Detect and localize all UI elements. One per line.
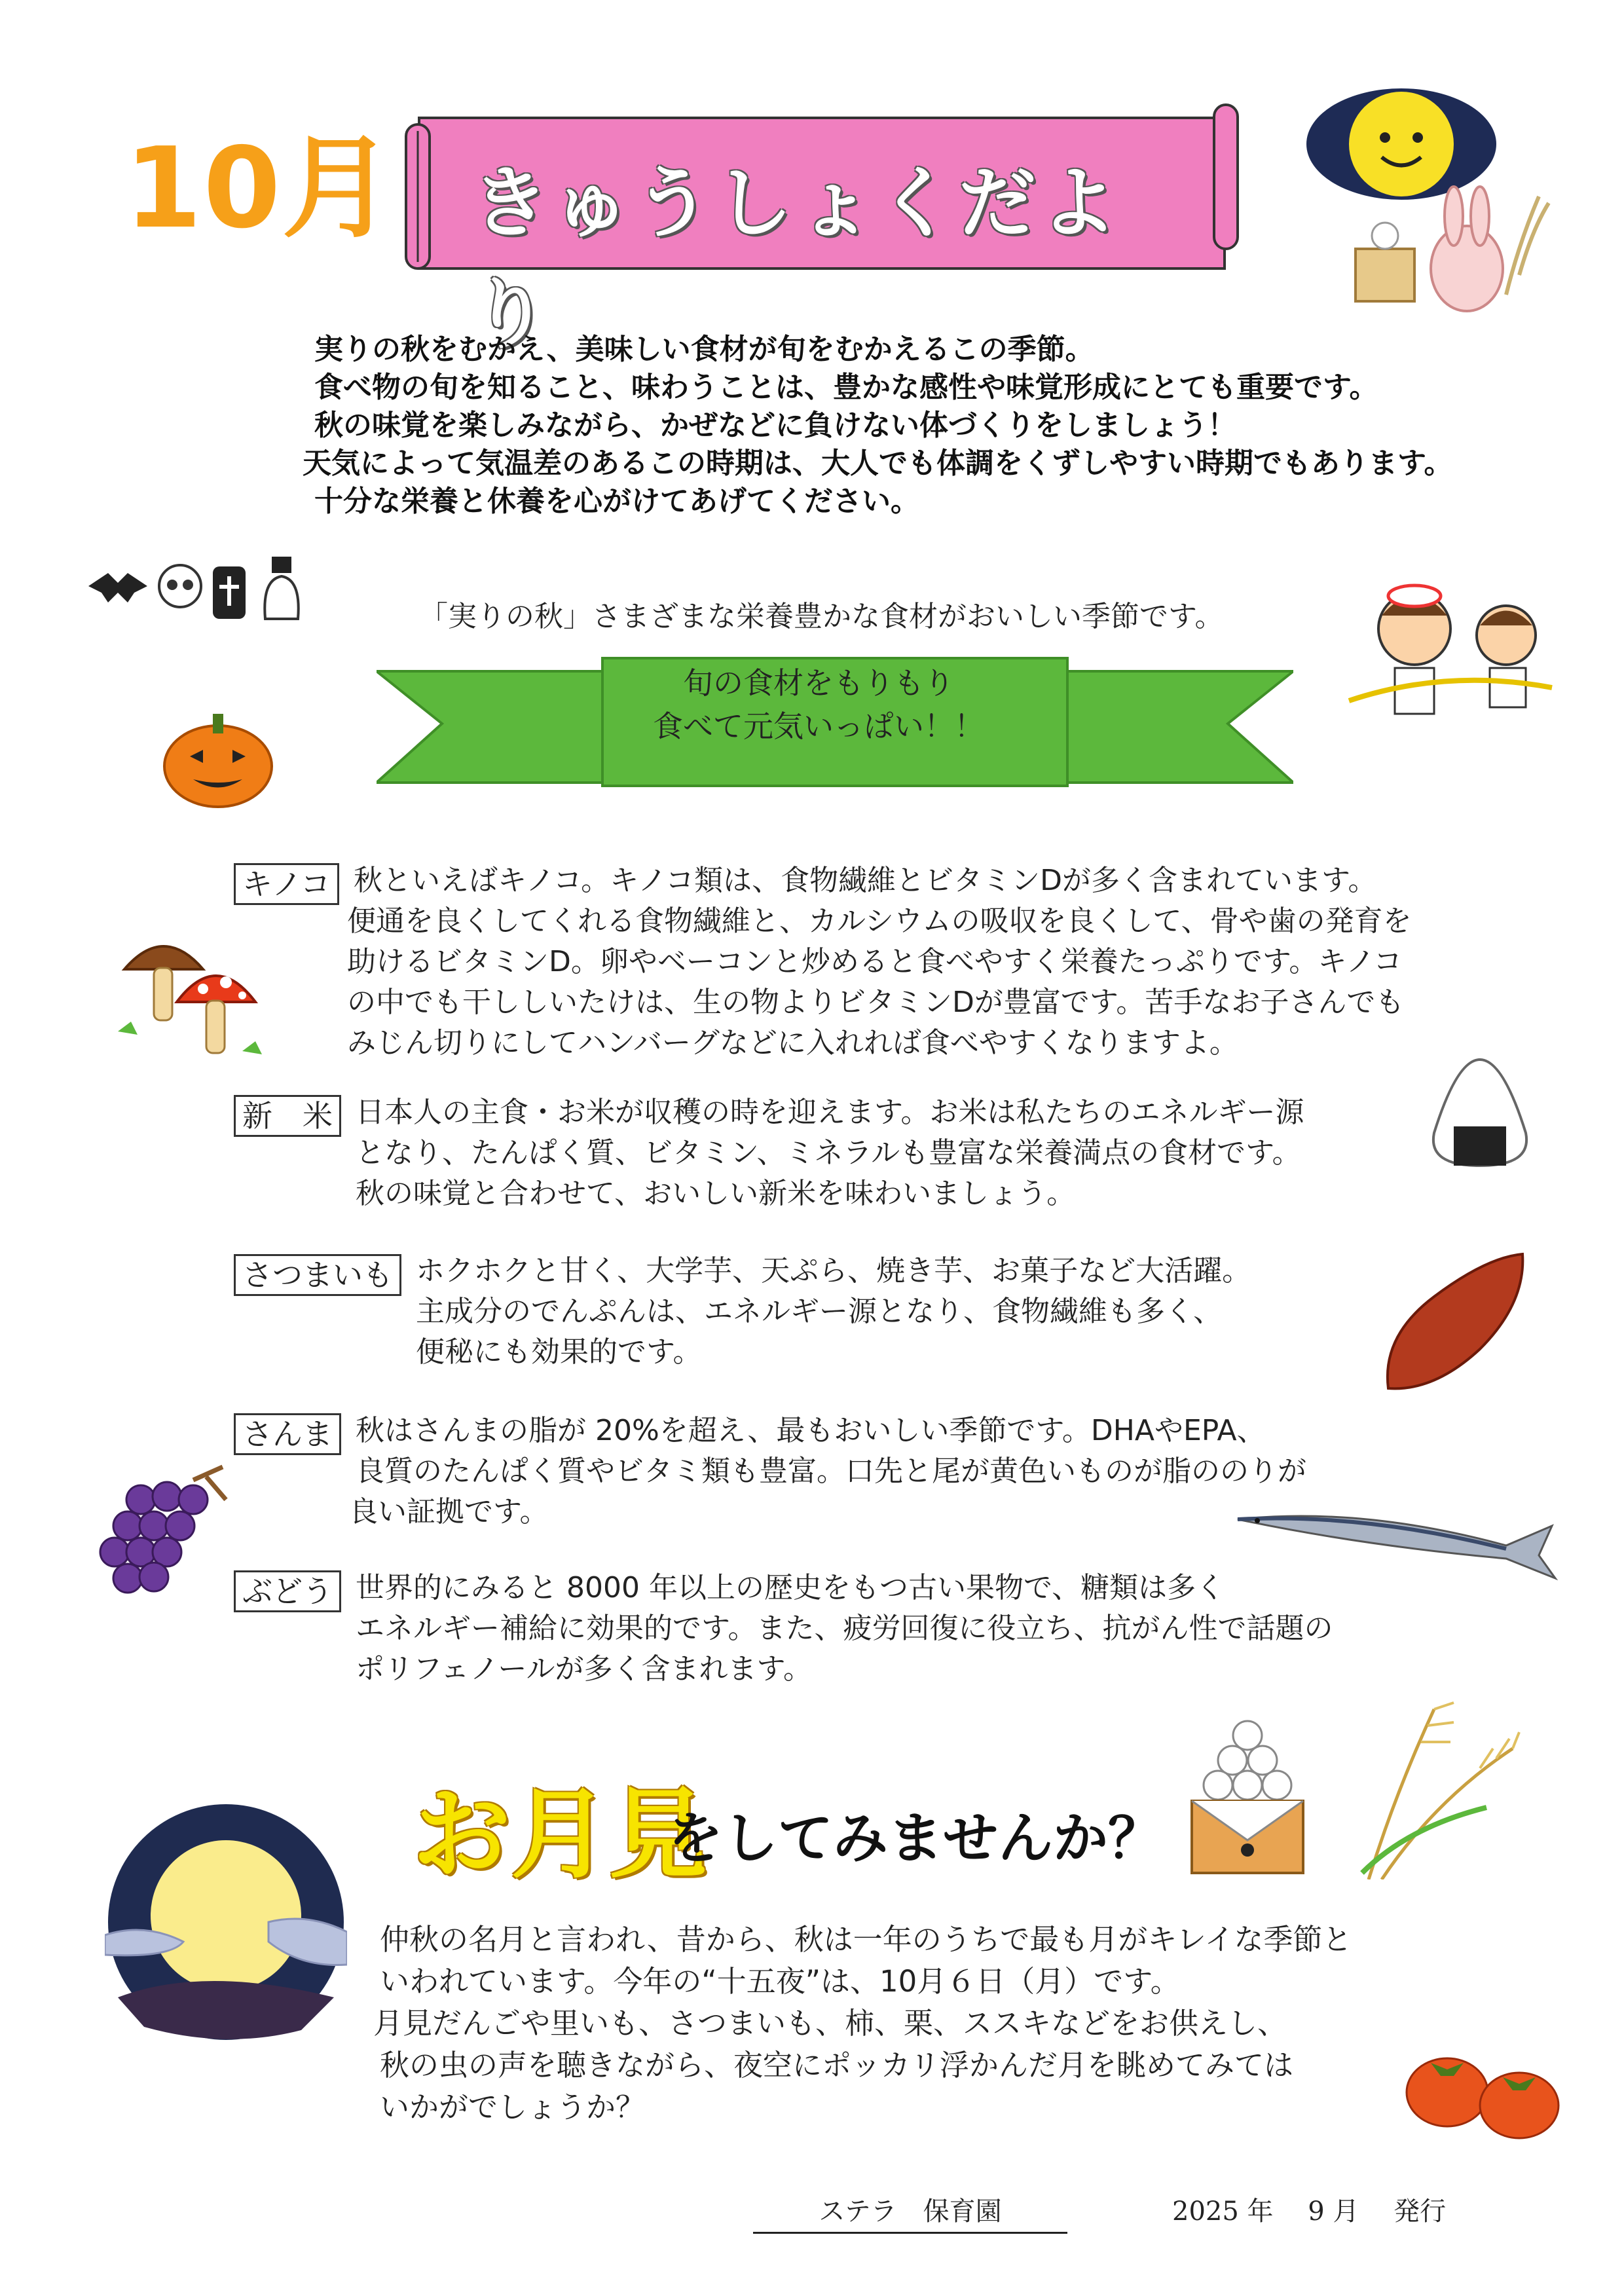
section-line: 良い証拠です。 xyxy=(349,1495,549,1528)
otsukimi-title: お月見 xyxy=(413,1778,708,1892)
intro-paragraph xyxy=(303,331,1453,521)
section-line: ホクホクと甘く、大学芋、天ぷら、焼き芋、お菓子など大活躍。 xyxy=(416,1254,1251,1287)
section-text-sanma xyxy=(349,1411,1306,1532)
sweet-potato-icon xyxy=(1375,1244,1532,1401)
section-line: 助けるビタミンD。卵やベーコンと炒めると食べやすく栄養たっぷりです。キノコ xyxy=(347,945,1403,978)
section-line: 日本人の主食・お米が収穫の時を迎えます。お米は私たちのエネルギー源 xyxy=(356,1096,1304,1129)
moon-rabbit-icon xyxy=(1303,79,1552,321)
section-line: 主成分のでんぷんは、エネルギー源となり、食物繊維も多く、 xyxy=(416,1295,1223,1328)
otsukimi-line: いかがでしょうか？ xyxy=(380,2090,646,2124)
section-line: 世界的にみると 8000 年以上の歴史をもつ古い果物で、糖類は多く xyxy=(356,1571,1225,1604)
otsukimi-line: 月見だんごや里いも、さつまいも、柿、栗、ススキなどをお供えし、 xyxy=(373,2006,1287,2041)
tagline: 「実りの秋」さまざまな栄養豊かな食材がおいしい季節です。 xyxy=(419,600,1224,633)
section-text-satsumaimo xyxy=(416,1251,1251,1373)
onigiri-icon xyxy=(1421,1054,1539,1172)
intro-line: 十分な栄養と休養を心がけてあげてください。 xyxy=(314,485,919,518)
intro-line: 実りの秋をむかえ、美味しい食材が旬をむかえるこの季節。 xyxy=(314,333,1094,366)
issue-date: 2025 年 9 月 発行 xyxy=(1172,2196,1447,2227)
mushroom-icon xyxy=(118,930,268,1061)
pumpkin-icon xyxy=(160,707,275,809)
intro-line: 秋の味覚を楽しみながら、かぜなどに負けない体づくりをしましょう！ xyxy=(314,409,1236,442)
newsletter-title: きゅうしょくだより xyxy=(471,158,1122,360)
section-label-satsumaimo: さつまいも xyxy=(234,1254,401,1296)
section-label-sanma: さんま xyxy=(234,1413,341,1455)
ribbon-line2: 食べて元気いっぱい！！ xyxy=(653,709,984,744)
section-label-kinoko: キノコ xyxy=(234,863,339,905)
section-line: の中でも干ししいたけは、生の物よりビタミンDが豊富です。苦手なお子さんでも xyxy=(347,986,1405,1019)
section-text-budou xyxy=(356,1568,1333,1690)
publisher-name: ステラ 保育園 xyxy=(753,2191,1067,2234)
section-label-budou: ぶどう xyxy=(234,1570,341,1612)
full-moon-icon xyxy=(105,1801,347,2043)
otsukimi-line: 仲秋の名月と言われ、昔から、秋は一年のうちで最も月がキレイな季節と xyxy=(380,1922,1352,1957)
section-line: 秋はさんまの脂が 20%を超え、最もおいしい季節です。DHAやEPA、 xyxy=(356,1414,1266,1447)
grapes-icon xyxy=(95,1460,239,1598)
running-kids-icon xyxy=(1342,570,1559,740)
otsukimi-line: いわれています。今年の“十五夜”は、10月６日（月）です。 xyxy=(380,1964,1180,1999)
intro-line: 天気によって気温差のあるこの時期は、大人でも体調をくずしやすい時期でもあります。 xyxy=(303,447,1453,480)
section-text-shinmai xyxy=(356,1092,1304,1214)
section-line: 秋の味覚と合わせて、おいしい新米を味わいましょう。 xyxy=(356,1177,1076,1210)
section-line: 便通を良くしてくれる食物繊維と、カルシウムの吸収を良くして、骨や歯の発育を xyxy=(347,904,1412,938)
section-line: 秋といえばキノコ。キノコ類は、食物繊維とビタミンDが多く含まれています。 xyxy=(354,864,1377,897)
intro-line: 食べ物の旬を知ること、味わうことは、豊かな感性や味覚形成にとても重要です。 xyxy=(314,371,1378,404)
section-line: エネルギー補給に効果的です。また、疲労回復に役立ち、抗がん性で話題の xyxy=(356,1612,1333,1645)
ribbon-line1: 旬の食材をもりもり xyxy=(683,665,954,701)
section-line: 便秘にも効果的です。 xyxy=(416,1335,702,1369)
section-line: となり、たんぱく質、ビタミン、ミネラルも豊富な栄養満点の食材です。 xyxy=(356,1136,1301,1170)
section-text-kinoko xyxy=(347,861,1412,1064)
section-line: ポリフェノールが多く含まれます。 xyxy=(356,1652,812,1686)
otsukimi-paragraph xyxy=(373,1919,1428,2128)
susuki-grass-icon xyxy=(1356,1696,1526,1879)
section-line: 良質のたんぱく質やビタミ類も豊富。口先と尾が黄色いものが脂ののりが xyxy=(356,1454,1306,1488)
section-label-shinmai: 新 米 xyxy=(234,1095,341,1137)
otsukimi-subtitle: をしてみませんか？ xyxy=(668,1806,1164,1870)
section-line: みじん切りにしてハンバーグなどに入れれば食べやすくなりますよ。 xyxy=(347,1026,1238,1060)
persimmon-icon xyxy=(1401,2043,1565,2141)
ribbon-text xyxy=(609,661,1028,748)
dango-offering-icon xyxy=(1179,1716,1316,1879)
otsukimi-line: 秋の虫の声を聴きながら、夜空にポッカリ浮かんだ月を眺めてみては xyxy=(380,2048,1294,2083)
halloween-icons xyxy=(82,553,318,625)
month-heading: 10月 xyxy=(124,124,395,253)
